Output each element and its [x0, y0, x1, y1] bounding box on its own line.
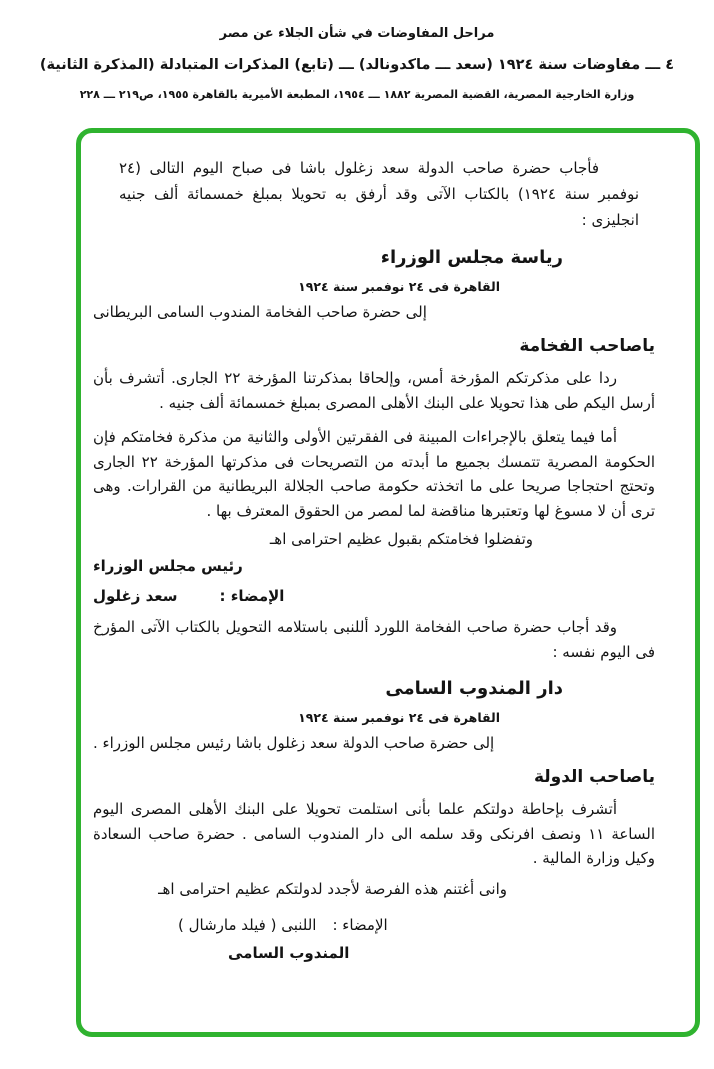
letter1-addressee: إلى حضرة صاحب الفخامة المندوب السامى البريطانى — [93, 303, 427, 321]
letter1-signer-title: رئيس مجلس الوزراء — [93, 557, 243, 575]
document-green-frame — [76, 128, 700, 1037]
letter2-signer-title: المندوب السامى — [228, 943, 350, 962]
letter2-signature-line — [93, 916, 655, 934]
letter2-addressee: إلى حضرة صاحب الدولة سعد زغلول باشا رئيس مجلس الوزراء . — [93, 734, 495, 752]
document-header — [0, 0, 714, 101]
letter2-date: القاهرة فى ٢٤ نوفمبر سنة ١٩٢٤ — [298, 710, 500, 725]
letter1-heading: رياسة مجلس الوزراء — [380, 247, 563, 268]
letter1-signature-label: الإمضاء : — [219, 587, 285, 605]
letter2-paragraph-1: أتشرف بإحاطة دولتكم علما بأنى استلمت تحويلا على البنك الأهلى المصرى اليوم الساعة ١١ ونصف افرنكى وقد سلمه الى دار المندوب السامى . حضرة صاحب السعادة وكيل وزارة المالية . — [93, 800, 655, 867]
intro-paragraph: فأجاب حضرة صاحب الدولة سعد زغلول باشا فى صباح اليوم التالى (٢٤ نوفمبر سنة ١٩٢٤) بالكتاب الآتى وقد أرفق به تحويلا بمبلغ خمسمائة ألف جنيه انجليزى : — [119, 159, 639, 229]
header-subtitle: ٤ ـــ مفاوضات سنة ١٩٢٤ (سعد ـــ ماكدونالد) ـــ (تابع) المذكرات المتبادلة (المذكرة الثانية) — [39, 57, 675, 73]
letter1-paragraph-2: أما فيما يتعلق بالإجراءات المبينة فى الفقرتين الأولى والثانية من مذكرة فخامتكم فإن الحكومة المصرية تتمسك بجميع ما أبدته من التصريحات فى مذكرتها المؤرخة ٢٢ الجارى وتحتج احتجاجا صريحا على ما اتخذته حكومة صاحب الجلالة البريطانية من القرارات. وهى ترى أن لا مسوغ لها وتعتبرها مناقضة لما لمصر من الحقوق المعترف بها . — [93, 428, 655, 520]
letter1-date: القاهرة فى ٢٤ نوفمبر سنة ١٩٢٤ — [298, 279, 500, 294]
header-title: مراحل المفاوضات في شأن الجلاء عن مصر — [219, 26, 495, 41]
letter2-signature-name: اللنبى ( فيلد مارشال ) — [178, 915, 317, 934]
letter2-signature-label: الإمضاء : — [332, 915, 388, 934]
letter1-salutation: ياصاحب الفخامة — [519, 336, 655, 356]
letter1-closing: وتفضلوا فخامتكم بقبول عظيم احترامى اهـ — [269, 530, 533, 548]
letter2-heading: دار المندوب السامى — [385, 678, 563, 699]
letter2-closing: وانى أغتنم هذه الفرصة لأجدد لدولتكم عظيم احترامى اهـ — [158, 879, 507, 898]
letter1-signature-name: سعد زغلول — [93, 587, 178, 605]
transition-paragraph: وقد أجاب حضرة صاحب الفخامة اللورد أللنبى باستلامه التحويل بالكتاب الآتى المؤرخ فى اليوم نفسه : — [93, 618, 655, 661]
letter1-signature-line — [93, 587, 655, 605]
header-source-citation: وزارة الخارجية المصرية، القضية المصرية ١٨٨٢ ـــ ١٩٥٤، المطبعة الأميرية بالقاهرة ١٩٥٥، ص٢١٩ ـــ ٢٢٨ — [79, 88, 635, 101]
letter1-paragraph-1: ردا على مذكرتكم المؤرخة أمس، وإلحاقا بمذكرتنا المؤرخة ٢٢ الجارى. أتشرف بأن أرسل اليكم طى هذا تحويلا على البنك الأهلى المصرى بمبلغ خمسمائة ألف جنيه . — [93, 369, 655, 412]
letter2-salutation: ياصاحب الدولة — [533, 767, 655, 787]
